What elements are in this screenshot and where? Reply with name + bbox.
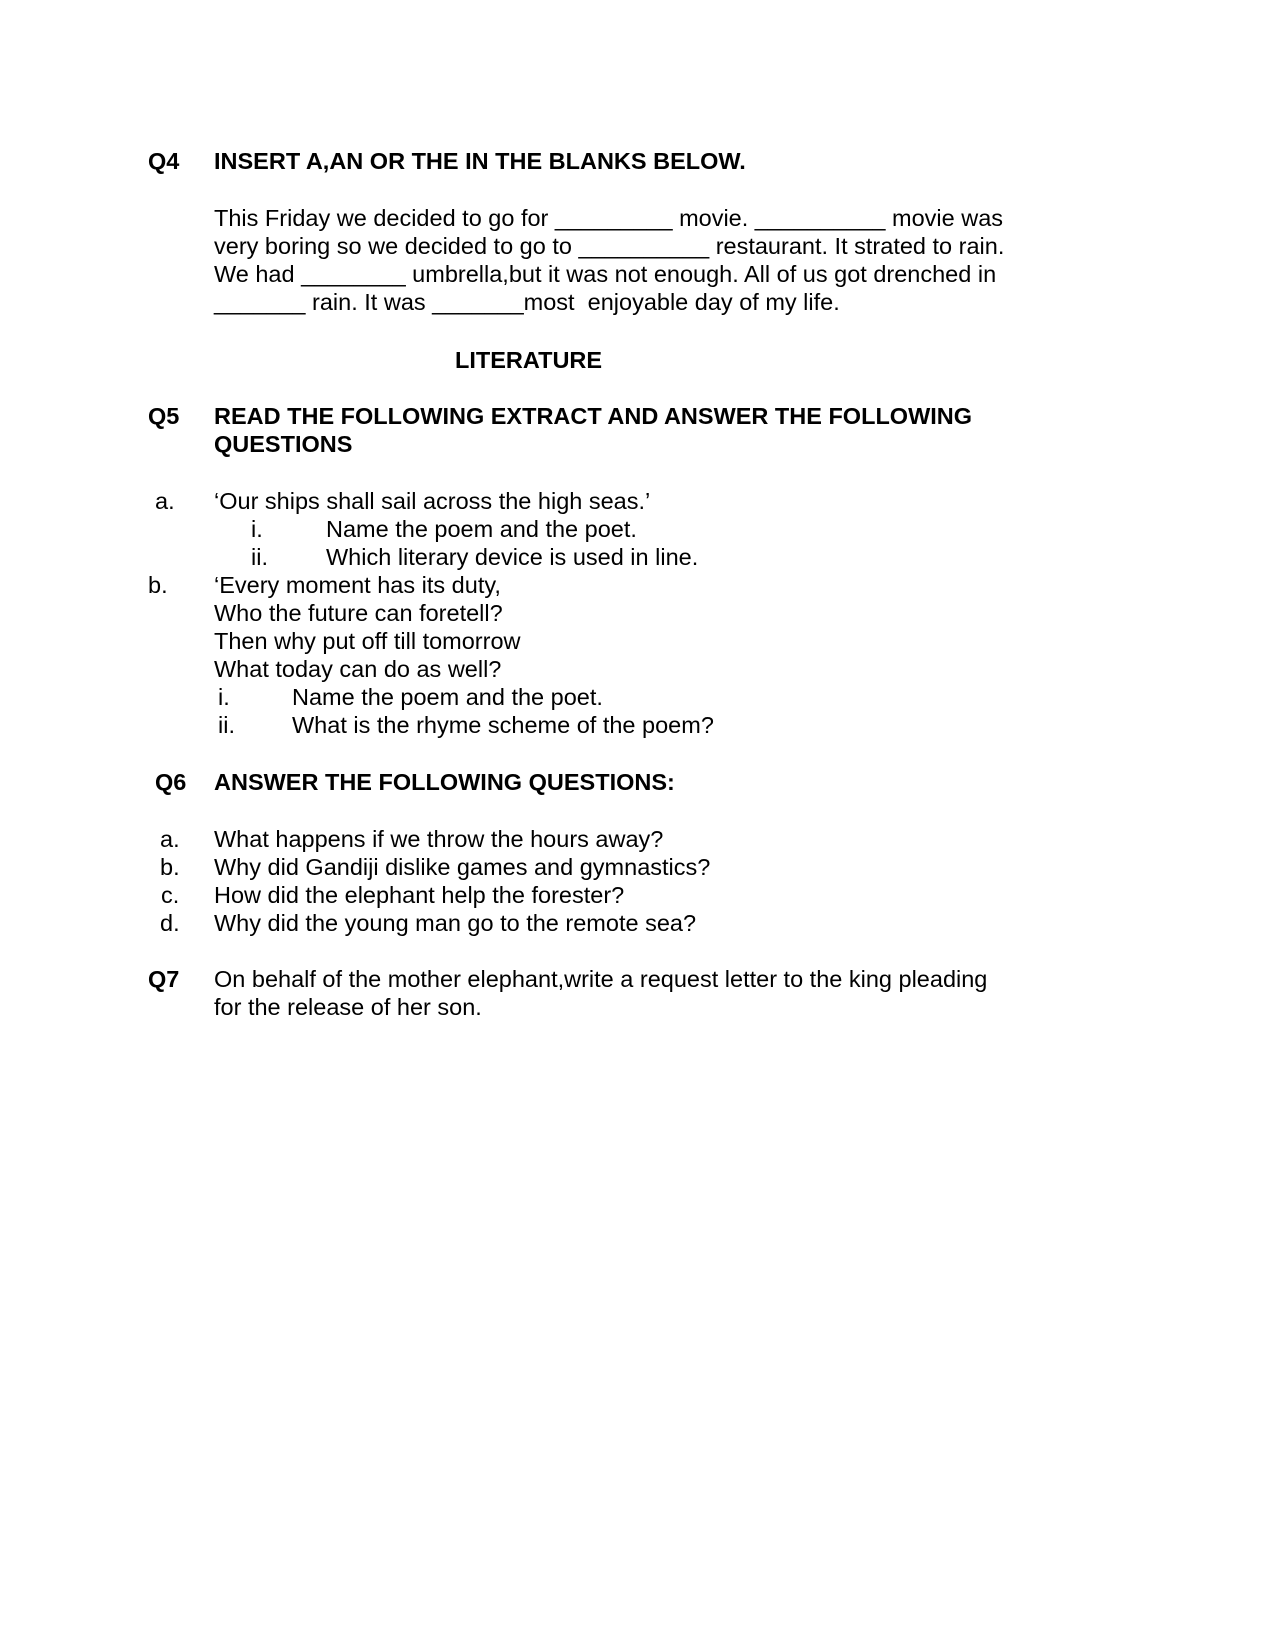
q5-a-sub-label: i. [251,516,263,542]
q5-a-sub-label: ii. [251,544,268,570]
q6-item-label: a. [160,826,180,852]
q4-paragraph-line: We had ________ umbrella,but it was not enough. All of us got drenched in [214,261,997,287]
q5-b-quote-line: Who the future can foretell? [214,600,503,626]
q5-number: Q5 [148,403,180,429]
q4-paragraph-line: This Friday we decided to go for _________ movie. __________ movie was [214,205,1004,231]
q6-item-text: Why did the young man go to the remote sea? [214,910,697,936]
q7-number: Q7 [148,966,180,992]
q5-a-label: a. [155,488,175,514]
q4-number: Q4 [148,148,180,174]
q5-b-sub-text: What is the rhyme scheme of the poem? [292,712,714,738]
q5-b-label: b. [148,572,168,598]
q4-paragraph-line: very boring so we decided to go to __________ restaurant. It strated to rain. [214,233,1005,259]
q5-heading-line: QUESTIONS [214,431,353,457]
q7-text-line: for the release of her son. [214,994,482,1020]
q6-number: Q6 [155,769,187,795]
q5-b-sub-label: ii. [218,712,235,738]
q4-heading: INSERT A,AN OR THE IN THE BLANKS BELOW. [214,148,746,174]
q6-item-text: How did the elephant help the forester? [214,882,625,908]
q5-a-sub-text: Name the poem and the poet. [326,516,637,542]
q6-item-label: c. [161,882,180,908]
q6-item-label: b. [160,854,180,880]
q6-heading: ANSWER THE FOLLOWING QUESTIONS: [214,769,675,795]
q5-a-quote: ‘Our ships shall sail across the high seas.’ [214,488,651,514]
q5-a-sub-text: Which literary device is used in line. [326,544,699,570]
q7-text-line: On behalf of the mother elephant,write a request letter to the king pleading [214,966,988,992]
q5-b-quote-line: What today can do as well? [214,656,502,682]
q6-item-label: d. [160,910,180,936]
q5-b-quote-line: ‘Every moment has its duty, [214,572,501,598]
q5-b-sub-text: Name the poem and the poet. [292,684,603,710]
q5-b-sub-label: i. [218,684,230,710]
q4-paragraph-line: _______ rain. It was _______most enjoyable day of my life. [214,289,840,315]
q6-item-text: What happens if we throw the hours away? [214,826,664,852]
section-title: LITERATURE [455,347,603,373]
q5-b-quote-line: Then why put off till tomorrow [214,628,521,654]
q5-heading-line: READ THE FOLLOWING EXTRACT AND ANSWER THE FOLLOWING [214,403,973,429]
q6-item-text: Why did Gandiji dislike games and gymnastics? [214,854,711,880]
